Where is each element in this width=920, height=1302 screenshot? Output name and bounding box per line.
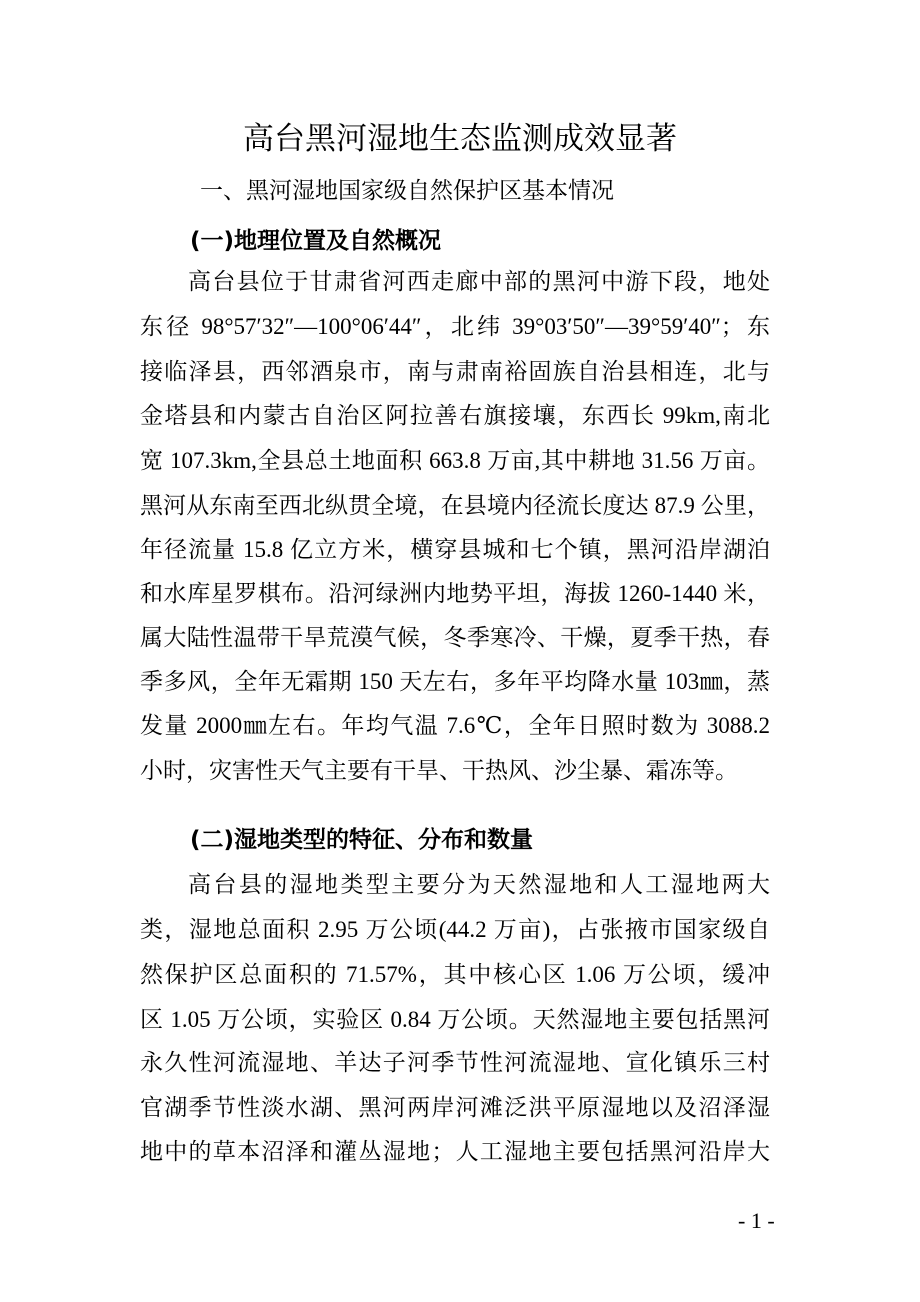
paragraph-line: 黑河从东南至西北纵贯全境，在县境内径流长度达 87.9 公里， [140,493,770,518]
paragraph-line: 季多风，全年无霜期 150 天左右，多年平均降水量 103㎜，蒸 [140,669,770,694]
paragraph-line: 接临泽县，西邻酒泉市，南与肃南裕固族自治县相连，北与 [140,359,770,384]
subsection-heading-wetland-types: (二)湿地类型的特征、分布和数量 [190,827,534,853]
paragraph-line: 然保护区总面积的 71.57%，其中核心区 1.06 万公顷，缓冲 [140,962,770,987]
paragraph-line: 地中的草本沼泽和灌丛湿地；人工湿地主要包括黑河沿岸大 [140,1139,770,1164]
paragraph-line: 宽 107.3km,全县总土地面积 663.8 万亩,其中耕地 31.56 万亩。 [140,448,770,473]
section-heading: 一、黑河湿地国家级自然保护区基本情况 [200,178,614,204]
paragraph-line: 永久性河流湿地、羊达子河季节性河流湿地、宣化镇乐三村 [140,1050,770,1075]
paragraph-line: 发量 2000㎜左右。年均气温 7.6℃，全年日照时数为 3088.2 [140,713,770,738]
paragraph-line: 区 1.05 万公顷，实验区 0.84 万公顷。天然湿地主要包括黑河 [140,1007,770,1032]
paragraph-line: 东径 98°57′32″—100°06′44″，北纬 39°03′50″—39°59′40″；东 [140,314,770,339]
document-title: 高台黑河湿地生态监测成效显著 [243,121,677,157]
paragraph-line: 年径流量 15.8 亿立方米，横穿县城和七个镇，黑河沿岸湖泊 [140,537,770,562]
paragraph-line: 类，湿地总面积 2.95 万公顷(44.2 万亩)，占张掖市国家级自 [140,917,770,942]
paragraph-line: 属大陆性温带干旱荒漠气候，冬季寒冷、干燥，夏季干热，春 [140,625,770,650]
page-number: - 1 - [738,1208,775,1233]
paragraph-line: 官湖季节性淡水湖、黑河两岸河滩泛洪平原湿地以及沼泽湿 [140,1095,770,1120]
paragraph-line: 高台县位于甘肃省河西走廊中部的黑河中游下段，地处 [188,269,770,294]
paragraph-line: 金塔县和内蒙古自治区阿拉善右旗接壤，东西长 99km,南北 [140,403,770,428]
paragraph-line: 小时，灾害性天气主要有干旱、干热风、沙尘暴、霜冻等。 [140,758,738,783]
subsection-heading-geography: (一)地理位置及自然概况 [190,228,442,254]
paragraph-line: 高台县的湿地类型主要分为天然湿地和人工湿地两大 [188,872,770,897]
paragraph-line: 和水库星罗棋布。沿河绿洲内地势平坦，海拔 1260-1440 米， [140,581,770,606]
